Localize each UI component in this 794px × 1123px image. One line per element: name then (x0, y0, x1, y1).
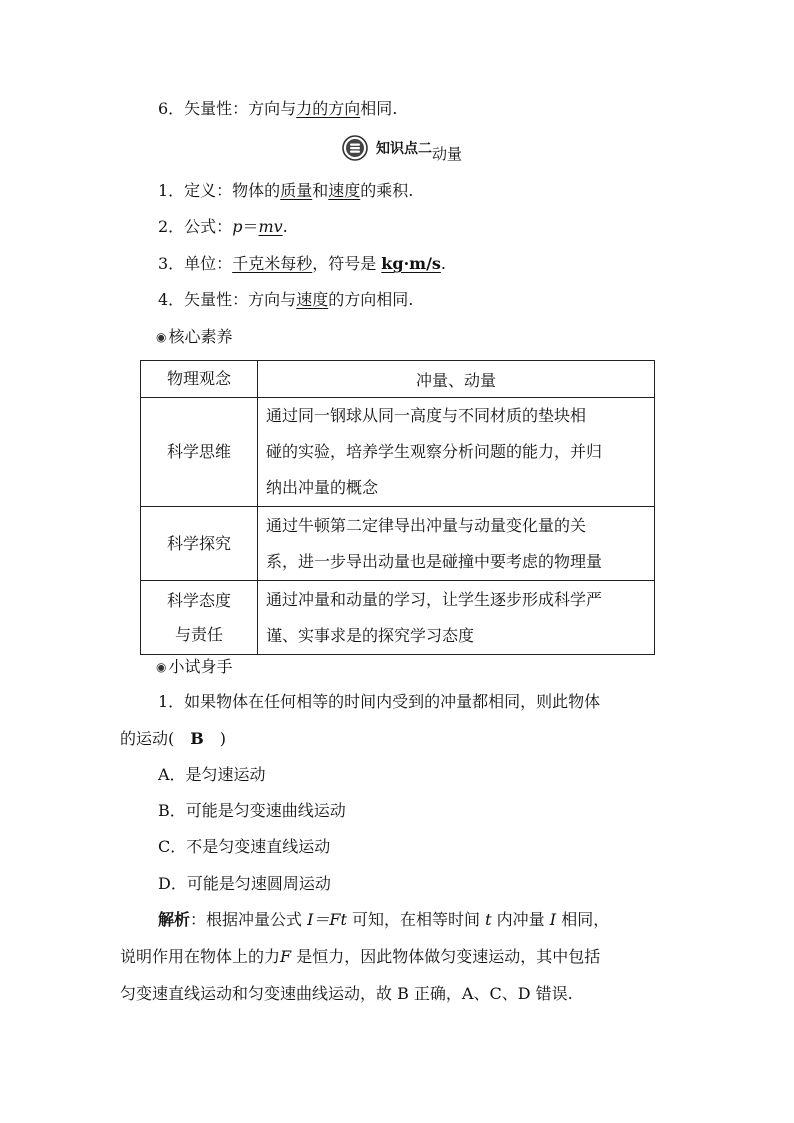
knowledge-point-header (342, 134, 462, 162)
answer-blank: 质量 (280, 181, 313, 200)
answer-blank: 速度 (296, 290, 329, 309)
table-cell-category: 科学探究 (141, 507, 258, 581)
momentum-vector-line: 4．矢量性：方向与速度的方向相同. (158, 290, 414, 309)
vector-property-line: 6．矢量性：方向与力的方向相同. (158, 99, 398, 118)
stack-badge-icon (342, 135, 368, 161)
option-c: C．不是匀变速直线运动 (158, 837, 331, 856)
answer-blank: kg·m/s (381, 254, 441, 273)
analysis-line-2: 说明作用在物体上的力F 是恒力，因此物体做匀变速运动，其中包括 (120, 947, 601, 966)
table-header-row (141, 361, 655, 398)
answer-blank: 速度 (328, 181, 361, 200)
formula-line: 2．公式：p＝mv. (158, 217, 288, 236)
answer-blank: mv (258, 217, 283, 236)
bullet-icon: ◉ (156, 330, 167, 344)
table-cell-category: 科学态度 与责任 (141, 581, 258, 655)
question-answer: B (190, 729, 204, 748)
option-d: D．可能是匀速圆周运动 (158, 874, 331, 893)
analysis-label: 解析 (158, 910, 191, 929)
knowledge-point-topic: 动量 (432, 144, 463, 163)
question-stem-continued: 的运动( B ) (120, 729, 227, 748)
table-header-cell: 冲量、动量 (258, 361, 655, 398)
answer-blank: 千克米每秒 (232, 254, 313, 273)
table-cell-description: 通过同一钢球从同一高度与不同材质的垫块相 碰的实验，培养学生观察分析问题的能力，并归 纳出冲量的概念 (258, 398, 655, 507)
analysis-line-3: 匀变速直线运动和匀变速曲线运动，故 B 正确，A、C、D 错误. (120, 984, 573, 1003)
table-cell-category: 科学思维 (141, 398, 258, 507)
question-stem: 1．如果物体在任何相等的时间内受到的冲量都相同，则此物体 (158, 692, 601, 711)
option-a: A．是匀速运动 (158, 765, 266, 784)
analysis-line-1: 解析：根据冲量公式 I＝Ft 可知，在相等时间 t 内冲量 I 相同， (158, 910, 610, 929)
table-cell-description: 通过冲量和动量的学习，让学生逐步形成科学严 谨、实事求是的探究学习态度 (258, 581, 655, 655)
table-row (141, 398, 655, 507)
answer-blank: 力的方向 (296, 99, 361, 118)
practice-heading: ◉ 小试身手 (156, 657, 233, 676)
core-literacy-table (140, 360, 655, 655)
knowledge-point-label: 知识点二 (376, 141, 432, 157)
table-row (141, 507, 655, 581)
table-header-cell: 物理观念 (141, 361, 258, 398)
option-b: B．可能是匀变速曲线运动 (158, 801, 346, 820)
core-literacy-heading: ◉ 核心素养 (156, 327, 233, 346)
bullet-icon: ◉ (156, 660, 167, 674)
unit-line: 3．单位：千克米每秒，符号是 kg·m/s. (158, 254, 447, 273)
table-cell-description: 通过牛顿第二定律导出冲量与动量变化量的关 系，进一步导出动量也是碰撞中要考虑的物理量 (258, 507, 655, 581)
table-row (141, 581, 655, 655)
definition-line: 1．定义：物体的质量和速度的乘积. (158, 181, 414, 200)
